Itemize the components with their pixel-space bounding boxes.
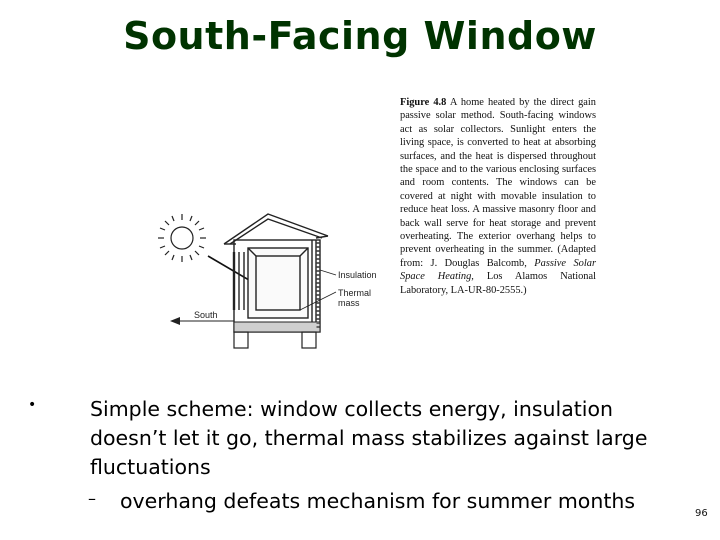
label-south: South xyxy=(194,310,218,320)
passive-solar-house-diagram xyxy=(150,200,385,360)
caption-text-b: Los Alamos National Laboratory, LA-UR-80-2555.) xyxy=(400,271,596,296)
bullet-marker: • xyxy=(28,397,37,413)
page-number: 96 xyxy=(695,508,708,519)
caption-text-a: A home heated by the direct gain passive solar method. South-facing windows act as solar collectors. Sunlight enters the living space, is converted to heat at absorbing surfaces, and the heat is dispersed throughout the space and to the various enclosing surfaces and room contents. The windows can be covered at night with movable insulation to reduce heat loss. A massive masonry floor and back wall serve for heat storage and prevent overheating. The exterior overhang helps to prevent overheating in the summer. (Adapted from: J. Douglas Balcomb, xyxy=(400,97,596,269)
label-thermal: Thermal xyxy=(338,288,372,298)
house-foundation xyxy=(234,332,316,348)
house-walls xyxy=(234,240,320,332)
thermal-mass-floor xyxy=(234,322,320,332)
figure-label: Figure 4.8 xyxy=(400,97,447,108)
sun-icon xyxy=(158,214,206,262)
figure xyxy=(150,88,600,358)
sub-bullet-marker: – xyxy=(88,489,96,508)
caption-text-italic: Passive Solar Space Heating, xyxy=(400,257,596,283)
label-mass: mass xyxy=(338,298,360,308)
slide-title: South-Facing Window xyxy=(123,14,597,58)
label-insulation: Insulation xyxy=(338,270,377,280)
sub-bullet-text: overhang defeats mechanism for summer months xyxy=(120,489,636,513)
figure-caption xyxy=(400,96,596,297)
bullet-text: Simple scheme: window collects energy, insulation doesn’t let it go, thermal mass stabilizes against large fluctuations xyxy=(90,397,648,479)
